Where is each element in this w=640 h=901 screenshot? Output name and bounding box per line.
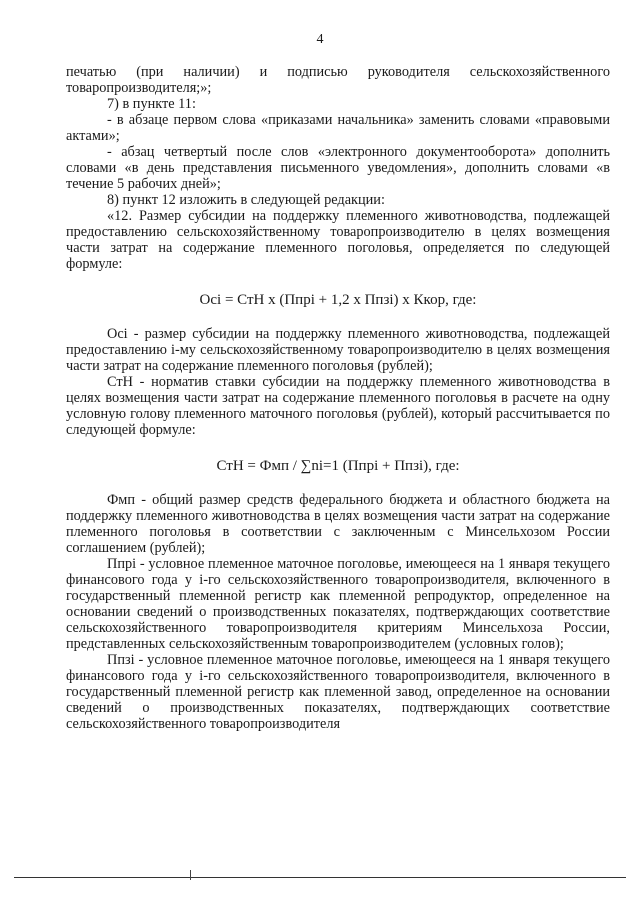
paragraph: Ппрi - условное племенное маточное поголовье, имеющееся на 1 января текущего финансового года у i-го сельскохозяйственного товаропроизводителя, включенного в государственный племенной регистр как племенной репродуктор, определенное на основании сведений о производственных показателях, подтверждающих соответствие сельскохозяйственного товаропроизводителя критериям Минсельхоза России, представленных сельскохозяйственным товаропроизводителем (условных голов); [66,556,610,652]
paragraph: - в абзаце первом слова «приказами начальника» заменить словами «правовыми актами»; [66,112,610,144]
paragraph: 8) пункт 12 изложить в следующей редакции: [107,192,385,208]
intro-section [66,64,610,272]
paragraph: 7) в пункте 11: [107,96,196,112]
paragraph: печатью (при наличии) и подписью руководителя сельскохозяйственного товаропроизводителя;»; [66,64,610,96]
paragraph: - абзац четвертый после слов «электронного документооборота» дополнить словами «в день представления письменного уведомления», дополнить словами «в течение 5 рабочих дней»; [66,144,610,192]
paragraph: Осi - размер субсидии на поддержку племенного животноводства, подлежащей предоставлению i-му сельскохозяйственному товаропроизводителю в целях возмещения части затрат на содержание племенного поголовья (рублей); [66,326,610,374]
paragraph: Ппзi - условное племенное маточное поголовье, имеющееся на 1 января текущего финансового года у i-го сельскохозяйственного товаропроизводителя, включенного в государственный племенной регистр как племенной завод, определенное на основании сведений о производственных показателях, подтверждающих соответствие сельскохозяйственного товаропроизводителя [66,652,610,732]
page-number: 4 [316,32,324,47]
footer-tick-mark [190,870,191,880]
formula-subsidy: Осi = СтН х (Ппрi + 1,2 х Ппзi) х Ккор, где: [199,292,477,308]
paragraph: «12. Размер субсидии на поддержку племенного животноводства, подлежащей предоставлению сельскохозяйственному товаропроизводителю в целях возмещения части затрат на содержание племенного поголовья, определяется по следующей формуле: [66,208,610,272]
footer-rule [14,877,626,878]
definitions-section-1 [66,326,610,438]
paragraph: Фмп - общий размер средств федерального бюджета и областного бюджета на поддержку племенного животноводства в целях возмещения части затрат на содержание племенного поголовья в соответствии с заключенным с Минсельхозом России соглашением (рублей); [66,492,610,556]
document-body [66,64,610,732]
paragraph: СтН - норматив ставки субсидии на поддержку племенного животноводства в целях возмещения части затрат на содержание племенного поголовья в расчете на одну условную голову племенного маточного поголовья (рублей), который рассчитывается по следующей формуле: [66,374,610,438]
definitions-section-2 [66,492,610,732]
formula-rate: СтН = Фмп / ∑ni=1 (Ппрi + Ппзi), где: [216,458,460,474]
